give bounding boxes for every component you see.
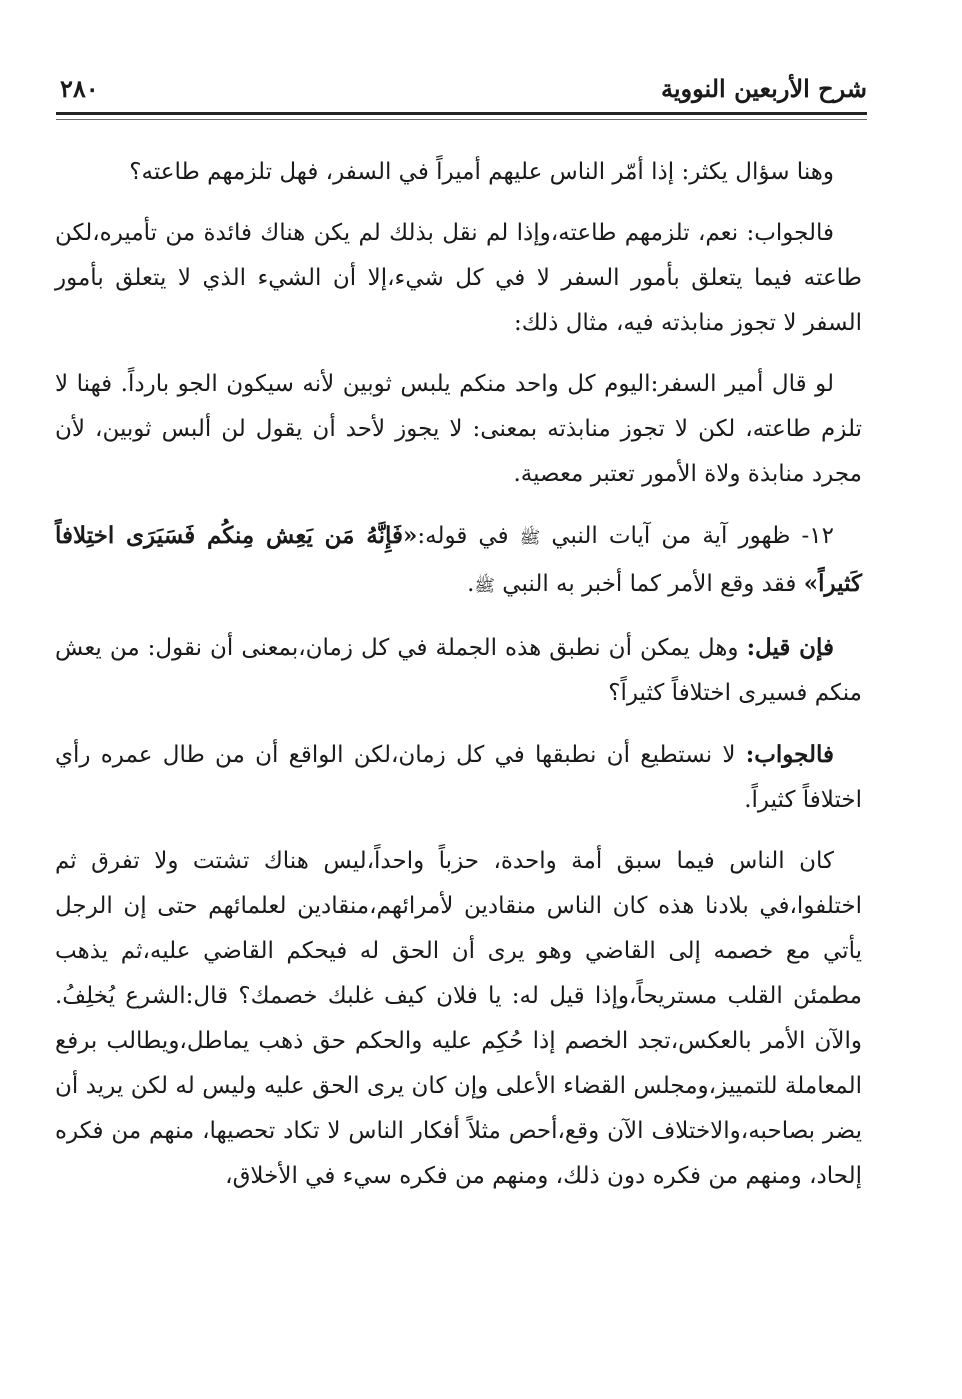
paragraph-example xyxy=(55,362,862,497)
paragraph-text: كان الناس فيما سبق أمة واحدة، حزباً واحداً،ليس هناك تشتت ولا تفرق ثم اختلفوا،في بلادنا هذه كان الناس منقادين لأمرائهم،منقادين لعلمائهم حتى إن الرجل يأتي مع خصمه إلى القاضي وهو يرى أن الحق له فيحكم القاضي عليه،ثم يذهب مطمئن القلب مستريحاً،وإذا قيل له: يا فلان كيف غلبك خصمك؟ قال:الشرع يُخلِفُ. والآن الأمر بالعكس،تجد الخصم إذا حُكِم عليه والحكم حق ذهب يماطل،ويطالب برفع المعاملة للتمييز،ومجلس القضاء الأعلى وإن كان يرى الحق عليه وليس له لكن يريد أن يضر بصاحبه،والاختلاف الآن وقع،أحص مثلاً أفكار الناس لا تكاد تحصيها، منهم من فكره إلحاد، ومنهم من فكره دون ذلك، ومنهم من فكره سيء في الأخلاق، xyxy=(55,848,862,1189)
paragraph-text: لو قال أمير السفر:اليوم كل واحد منكم يلبس ثوبين لأنه سيكون الجو بارداً. فهنا لا تلزم طاعته، لكن لا تجوز منابذته بمعنى: لا يجوز لأحد أن يقول لن ألبس ثوبين، لأن مجرد منابذة ولاة الأمور تعتبر معصية. xyxy=(55,371,862,487)
paragraph-text: لا نستطيع أن نطبقها في كل زمان،لكن الواقع أن من طال عمره رأي اختلافاً كثيراً. xyxy=(55,742,862,813)
paragraph-lead: فالجواب: xyxy=(745,741,834,768)
page-header xyxy=(60,70,867,110)
paragraph-text: فالجواب: نعم، تلزمهم طاعته،وإذا لم نقل بذلك لم يكن هناك فائدة من تأميره،لكن طاعته فيما يتعلق بأمور السفر لا في كل شيء،إلا أن الشيء الذي لا يتعلق بأمور السفر لا تجوز منابذته فيه، مثال ذلك: xyxy=(55,220,862,336)
point-text: في قوله: xyxy=(417,523,520,549)
hadith-quote: «فَإِنَّهُ مَن يَعِش مِنكُم فَسَيَرَى اختِلافاً كَثيراً» xyxy=(55,522,862,597)
paragraph-objection xyxy=(55,625,862,716)
paragraph-text: وهنا سؤال يكثر: إذا أمّر الناس عليهم أميراً في السفر، فهل تلزمهم طاعته؟ xyxy=(129,159,834,185)
header-divider xyxy=(56,112,867,120)
point-text: . xyxy=(467,571,475,597)
salutation-symbol: ﷺ xyxy=(519,528,541,548)
paragraph-lead: فإن قيل: xyxy=(746,634,835,661)
paragraph-point-12 xyxy=(55,513,862,609)
paragraph-reply xyxy=(55,732,862,823)
page-number: ٢٨٠ xyxy=(60,74,99,103)
running-title: شرح الأربعين النووية xyxy=(660,74,867,103)
paragraph-question xyxy=(55,150,862,195)
paragraph-answer xyxy=(55,211,862,346)
point-text: فقد وقع الأمر كما أخبر به النبي xyxy=(494,571,804,597)
page-body xyxy=(55,150,862,1215)
salutation-symbol: ﷺ xyxy=(474,576,495,596)
paragraph-discussion xyxy=(55,839,862,1199)
point-text: ١٢- ظهور آية من آيات النبي xyxy=(540,523,834,549)
paragraph-text: وهل يمكن أن نطبق هذه الجملة في كل زمان،بمعنى أن نقول: من يعش منكم فسيرى اختلافاً كثيراً؟ xyxy=(55,635,862,706)
